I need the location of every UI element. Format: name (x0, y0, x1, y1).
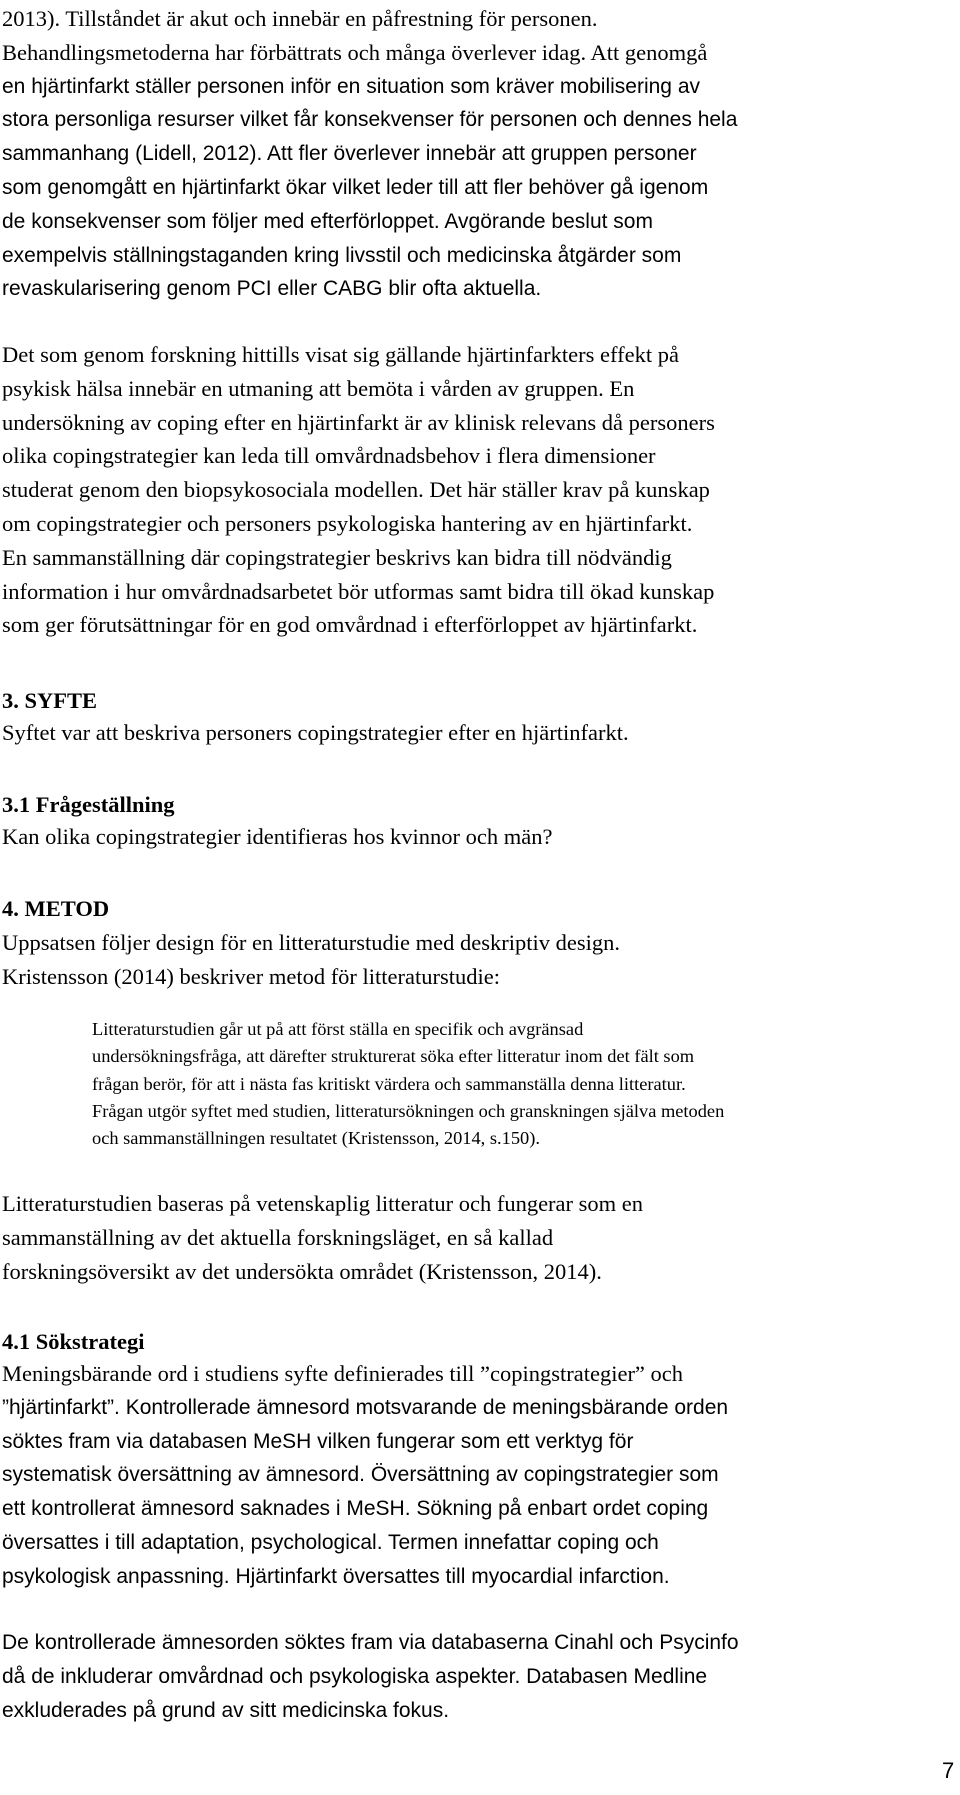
syfte-text (2, 716, 942, 750)
text-line: Meningsbärande ord i studiens syfte definierades till ”copingstrategier” och (2, 1361, 684, 1386)
page-number: 7 (942, 1758, 955, 1783)
paragraph-literature (2, 1187, 942, 1288)
heading-syfte: 3. SYFTE (2, 688, 98, 713)
text-line: revaskularisering genom PCI eller CABG blir ofta aktuella. (2, 277, 542, 301)
text-line: undersökning av coping efter en hjärtinfarkt är av klinisk relevans då personers (2, 409, 715, 435)
heading-fragestallning: 3.1 Frågeställning (2, 792, 175, 817)
quote-line: undersökningsfråga, att därefter strukturerat söka efter litteratur inom det fält som (92, 1046, 695, 1067)
paragraph-search-strategy (2, 1357, 942, 1594)
text-line: En sammanställning där copingstrategier beskrivs kan bidra till nödvändig (2, 544, 672, 570)
text-line: Behandlingsmetoderna har förbättrats och många överlever idag. Att genomgå (2, 39, 708, 65)
text-line: söktes fram via databasen MeSH vilken fungerar som ett verktyg för (2, 1429, 634, 1453)
text-line: de konsekvenser som följer med efterförloppet. Avgörande beslut som (2, 209, 653, 233)
quote-line: frågan berör, för att i nästa fas kritiskt värdera och sammanställa denna litteratur. (92, 1073, 686, 1094)
fragestallning-text (2, 820, 942, 854)
text-line: systematisk översättning av ämnesord. Översättning av copingstrategier som (2, 1463, 719, 1487)
text-line: exempelvis ställningstaganden kring livsstil och medicinska åtgärder som (2, 243, 682, 267)
text-line: översattes i till adaptation, psychological. Termen innefattar coping och (2, 1530, 659, 1554)
text-line: olika copingstrategier kan leda till omvårdnadsbehov i flera dimensioner (2, 443, 656, 469)
text-line: 2013). Tillståndet är akut och innebär en påfrestning för personen. (2, 6, 598, 31)
text-line: sammanställning av det aktuella forskningsläget, en så kallad (2, 1224, 554, 1250)
text-line: ett kontrollerat ämnesord saknades i MeSH. Sökning på enbart ordet coping (2, 1497, 709, 1521)
text-line: som genomgått en hjärtinfarkt ökar vilket leder till att fler behöver gå igenom (2, 175, 709, 199)
heading-sokstrategi: 4.1 Sökstrategi (2, 1329, 145, 1354)
block-quote (92, 1016, 932, 1152)
text-line: som ger förutsättningar för en god omvårdnad i efterförloppet av hjärtinfarkt. (2, 612, 698, 638)
text-line: exkluderades på grund av sitt medicinska fokus. (2, 1698, 450, 1722)
text-line: Syftet var att beskriva personers copingstrategier efter en hjärtinfarkt. (2, 720, 629, 745)
text-line: Litteraturstudien baseras på vetenskaplig litteratur och fungerar som en (2, 1191, 644, 1216)
paragraph-relevance (2, 338, 942, 642)
metod-text (2, 926, 942, 994)
text-line: ”hjärtinfarkt”. Kontrollerade ämnesord motsvarande de meningsbärande orden (2, 1395, 729, 1419)
text-line: sammanhang (Lidell, 2012). Att fler överlever innebär att gruppen personer (2, 142, 697, 166)
text-line: De kontrollerade ämnesorden söktes fram via databaserna Cinahl och Psycinfo (2, 1631, 739, 1654)
text-line: då de inkluderar omvårdnad och psykologiska aspekter. Databasen Medline (2, 1664, 708, 1688)
text-line: en hjärtinfarkt ställer personen inför en situation som kräver mobilisering av (2, 74, 700, 98)
text-line: psykisk hälsa innebär en utmaning att bemöta i vården av gruppen. En (2, 375, 635, 401)
text-line: psykologisk anpassning. Hjärtinfarkt översattes till myocardial infarction. (2, 1564, 670, 1588)
heading-metod: 4. METOD (2, 896, 110, 921)
paragraph-databases (2, 1626, 942, 1727)
text-line: stora personliga resurser vilket får konsekvenser för personen och dennes hela (2, 108, 738, 132)
text-line: Uppsatsen följer design för en litteraturstudie med deskriptiv design. (2, 930, 620, 955)
text-line: Det som genom forskning hittills visat sig gällande hjärtinfarkters effekt på (2, 342, 679, 367)
text-line: forskningsöversikt av det undersökta området (Kristensson, 2014). (2, 1258, 602, 1284)
text-line: information i hur omvårdnadsarbetet bör utformas samt bidra till ökad kunskap (2, 578, 715, 604)
paragraph-background-continued (2, 2, 942, 306)
quote-line: och sammanställningen resultatet (Kristensson, 2014, s.150). (92, 1128, 540, 1149)
text-line: Kristensson (2014) beskriver metod för litteraturstudie: (2, 963, 501, 989)
text-line: om copingstrategier och personers psykologiska hantering av en hjärtinfarkt. (2, 510, 693, 536)
quote-line: Frågan utgör syftet med studien, litteratursökningen och granskningen själva metoden (92, 1100, 725, 1121)
quote-line: Litteraturstudien går ut på att först ställa en specifik och avgränsad (92, 1019, 584, 1039)
text-line: Kan olika copingstrategier identifieras hos kvinnor och män? (2, 824, 553, 849)
text-line: studerat genom den biopsykosociala modellen. Det här ställer krav på kunskap (2, 477, 710, 503)
